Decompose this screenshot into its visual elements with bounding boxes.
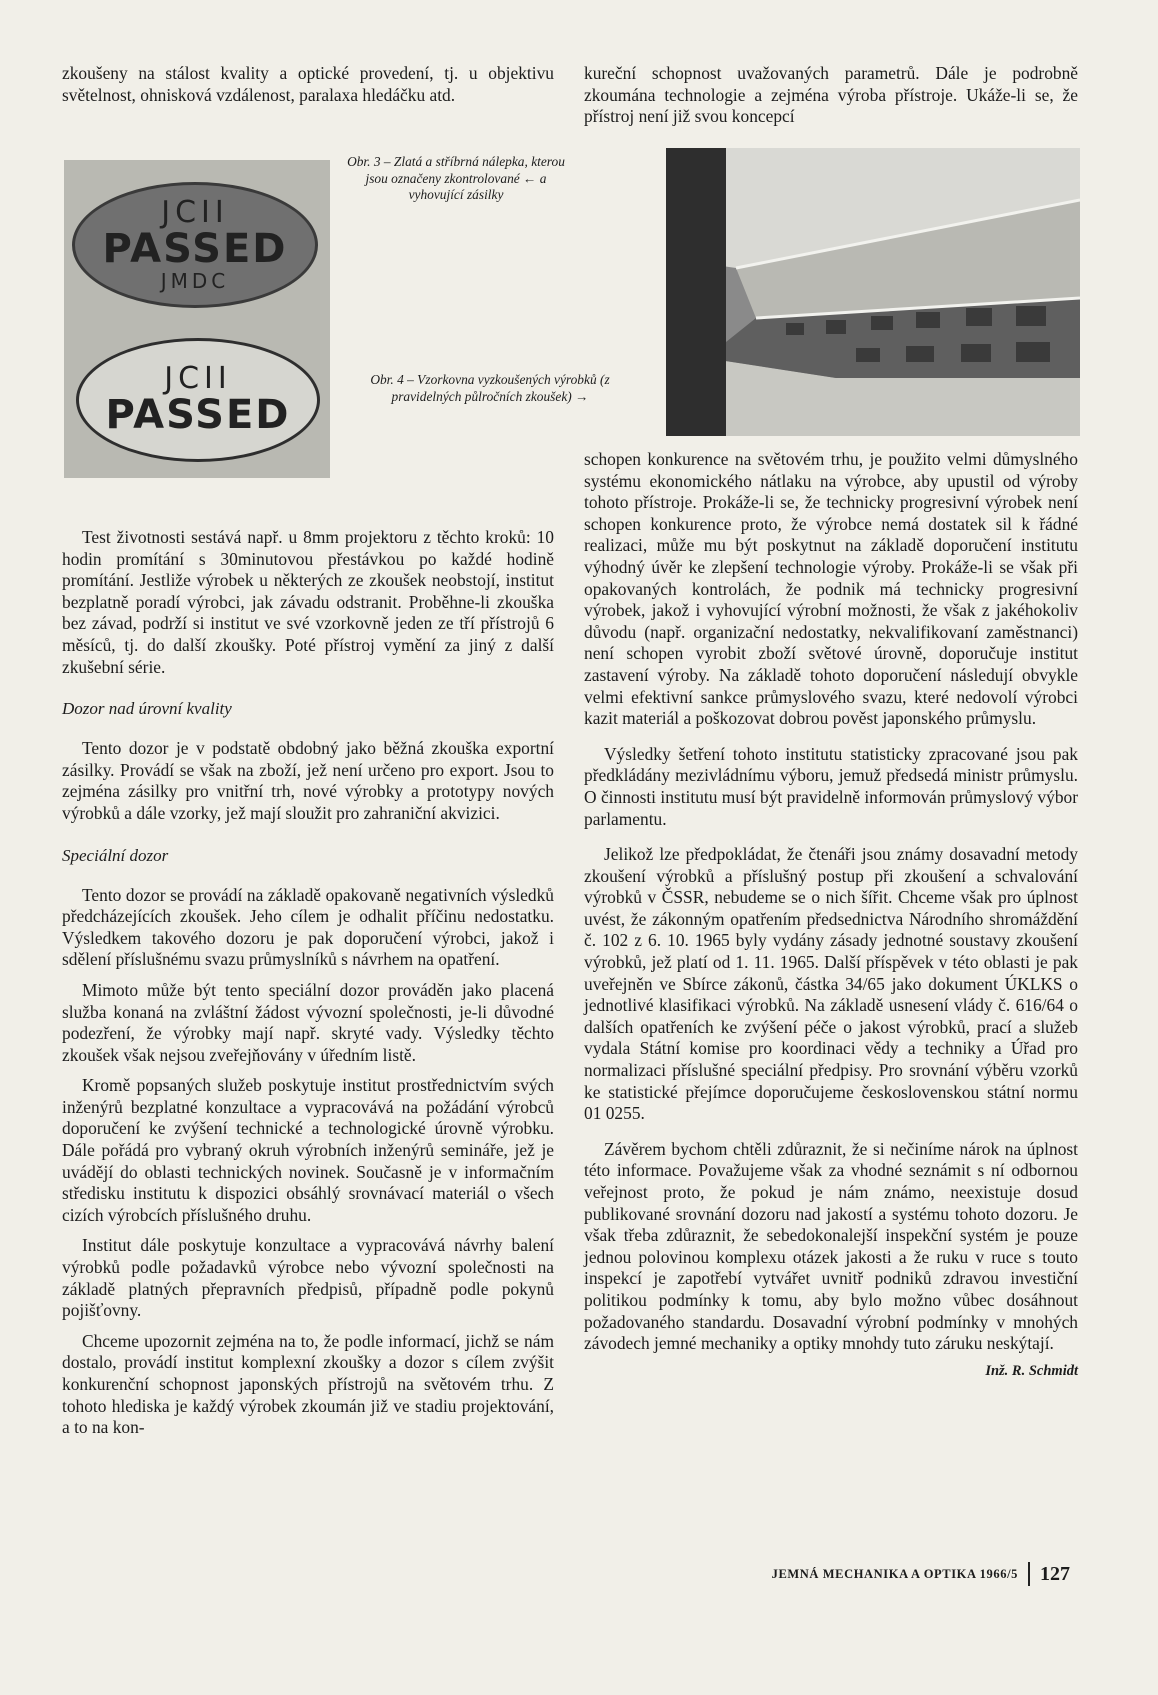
heading-quality-supervision: Dozor nad úrovní kvality: [62, 699, 232, 719]
journal-name: JEMNÁ MECHANIKA A OPTIKA 1966/5: [771, 1566, 1018, 1581]
figure-3-caption: Obr. 3 – Zlatá a stříbrná nálepka, kterou jsou označeny zkontrolované ← a vyhovující zásilky: [347, 154, 565, 202]
silver-sticker: [76, 338, 320, 462]
gold-sticker-line3: JMDC: [160, 269, 230, 293]
page-footer: [772, 1562, 1070, 1586]
paragraph-quality-supervision: Tento dozor je v podstatě obdobný jako běžná zkouška exportní zásilky. Provádí se však na zboží, jež není určeno pro export. Jsou to zejména zásilky pro vnitřní trh, nové výrobky a prototypy nových výrobků a dále vzorky, jež mají sloužit pro zahraniční akvizici.: [62, 738, 554, 823]
figure-3-stickers-photo: [64, 160, 330, 478]
top-left-paragraph: zkoušeny na stálost kvality a optické provedení, tj. u objektivu světelnost, ohnisková vzdálenost, paralaxa hledáčku atd.: [62, 63, 554, 105]
left-column: [62, 527, 554, 1439]
gold-sticker-line1: JCII: [161, 195, 229, 230]
gold-sticker: [72, 182, 318, 308]
paragraph-competitiveness: schopen konkurence na světovém trhu, je použito velmi důmyslného systému ekonomického nátlaku na výrobce, aby upustil od výroby tohoto přístroje. Prokáže-li se, že technicky progresivní výrobek není schopen konkurence proto, že výrobce nemá dostatek sil k řádné realizaci, může mu být poskytnut na základě doporučení institutu výhodný úvěr ke zlepšení technologie výroby. Prokáže-li se však při opakovaných kontrolách, že podnik má technicky progresivní výrobek, jakož i vyhovující výrobní možnosti, že však z jakéhokoliv důvodu (např. organizační nedostatky, nekvalifikovaní zaměstnanci) není schopen vyrobit zboží světové úrovně, doporučuje institut zastavení výroby. Na základě tohoto doporučení následují obvykle velmi efektivní sankce průmyslového svazu, které nedovolí výrobci kazit materiál a poškozovat dobrou pověst japonského průmyslu.: [584, 449, 1078, 729]
silver-sticker-line2: PASSED: [105, 392, 291, 438]
figure-4-showroom-photo: [666, 148, 1080, 436]
gold-sticker-line2: PASSED: [102, 226, 288, 272]
top-right-text-block: [584, 63, 1078, 128]
paragraph-packaging: Institut dále poskytuje konzultace a vypracovává návrhy balení výrobků podle požadavků výrobce nebo vývozní společnosti na základě platných přepravních předpisů, případně podle pokynů pojišťovny.: [62, 1235, 554, 1321]
paragraph-conclusion: Závěrem bychom chtěli zdůraznit, že si nečiníme nárok na úplnost této informace. Považujeme však za vhodné seznámit s ní odbornou veřejnost proto, že pokud je nám známo, neexistuje dosud publikované srovnání dozoru nad jakostí a systému tohoto dozoru. Je však třeba zdůraznit, že sebedokonalejší inspekční systém je pouze jednou polovinou komplexu otázek jakosti a že ruku v ruce s touto inspekcí je zapotřebí vytvářet uvnitř podniků zdravou investiční politikou podmínky k tomu, aby bylo možno vůbec dosáhnout požadovaného standardu. Dosavadní výrobní podmínky v mnohých závodech jemné mechaniky a optiky mnohdy tuto záruku neskýtají.: [584, 1138, 1078, 1354]
paragraph-complex-tests: Chceme upozornit zejména na to, že podle informací, jichž se nám dostalo, provádí institut komplexní zkoušky a dozor s cílem zvýšit konkurenční schopnost japonských přístrojů na světovém trhu. Z tohoto hlediska je každý výrobek zkoumán již ve stadiu projektování, a to na kon-: [62, 1330, 554, 1438]
paragraph-czech-regulations: Jelikož lze předpokládat, že čtenáři jsou známy dosavadní metody zkoušení výrobků a příslušný postup při zkoušení a schvalování výrobků v ČSSR, nebudeme se o nich šířit. Chceme však pro úplnost uvést, že zákonným opatřením předsednictva Národního shromáždění č. 102 z 6. 10. 1965 byly vydány zásady jednotné soustavy zkoušení výrobků, jež platí od 1. 11. 1965. Další příspěvek v této oblasti je pak uveřejněn ve Sbírce zákonů, částka 34/65 jako dokument ÚKLKS o jednotlivé klasifikaci výrobků. Na základě usnesení vlády č. 616/64 o dalších opatřeních ke zvýšení péče o jakost výrobků, prací a služeb vydala Státní komise pro koordinaci vědy a techniky a Úřad pro normalizaci příslušné speciální předpisy. Pro srovnání výběru vzorků ke statistické přejímce doporučujeme československou státní normu 01 0255.: [584, 844, 1078, 1124]
paragraph-statistics: Výsledky šetření tohoto institutu statisticky zpracované jsou pak předkládány mezivládnímu výboru, jemuž předsedá ministr průmyslu. O činnosti institutu musí být pravidelně informován průmyslový výbor parlamentu.: [584, 743, 1078, 829]
figure-4-caption: Obr. 4 – Vzorkovna vyzkoušených výrobků (z pravidelných půlročních zkoušek) →: [370, 372, 610, 404]
paragraph-special-supervision: Tento dozor se provádí na základě opakovaně negativních výsledků předcházejících zkoušek. Jeho cílem je odhalit příčinu nedostatku. Výsledkem takového dozoru je pak doporučení výrobci, jakož i sdělení příslušnému svazu průmyslníků s návrhem na opatření.: [62, 884, 554, 970]
top-right-paragraph: kureční schopnost uvažovaných parametrů. Dále je podrobně zkoumána technologie a zejména výroba přístroje. Ukáže-li se, že přístroj není již svou koncepcí: [584, 63, 1078, 127]
footer-divider: [1028, 1562, 1030, 1586]
author-signature: Inž. R. Schmidt: [985, 1362, 1078, 1379]
page-number: 127: [1040, 1562, 1070, 1585]
showroom-illustration: [666, 148, 1080, 436]
top-left-text-block: [62, 63, 554, 106]
paragraph-paid-service: Mimoto může být tento speciální dozor prováděn jako placená služba konaná na zvláštní žádost vývozní společnosti, je-li důvodné podezření, že výrobky mají např. skryté vady. Výsledky těchto zkoušek však nejsou zveřejňovány v úředním listě.: [62, 979, 554, 1065]
paragraph-consultations: Kromě popsaných služeb poskytuje institut prostřednictvím svých inženýrů bezplatné konzultace a vypracovává na požádání výrobců doporučení ke zvýšení technické a technologické úrovně výrobku. Dále pořádá pro vybraný okruh výrobních inženýrů semináře, jež je uvádějí do oblasti technických novinek. Současně je v informačním středisku institutu k dispozici obsáhlý srovnávací materiál o všech cizích výrobcích příslušného druhu.: [62, 1075, 554, 1225]
silver-sticker-line1: JCII: [164, 361, 232, 396]
heading-special-supervision: Speciální dozor: [62, 845, 169, 865]
paragraph-endurance-test: Test životnosti sestává např. u 8mm projektoru z těchto kroků: 10 hodin promítání s 30minutovou přestávkou po každé hodině promítání. Jestliže výrobek u některých ze zkoušek neobstojí, institut bezplatně poradí výrobci, jak závadu odstranit. Proběhne-li zkouška bez závad, podrží si institut ve své vzorkovně jeden ze tří přístrojů 6 měsíců, tj. do další zkoušky. Poté přístroj vymění za jiný z další zkušební série.: [62, 527, 554, 677]
right-column: [584, 449, 1078, 1380]
